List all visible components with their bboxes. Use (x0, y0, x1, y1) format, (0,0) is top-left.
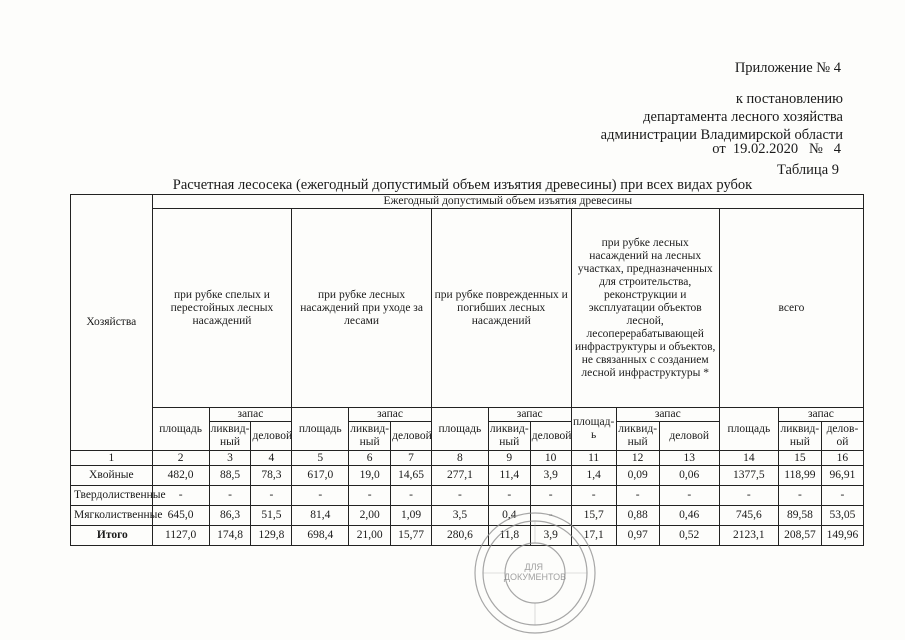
column-number: 9 (488, 451, 530, 466)
table-cell: 11,8 (488, 526, 530, 546)
header-farms: Хозяйства (71, 195, 153, 451)
table-cell: - (821, 486, 863, 506)
column-number: 3 (209, 451, 251, 466)
table-row (71, 506, 864, 526)
table-cell: 482,0 (152, 466, 209, 486)
table-cell: 280,6 (431, 526, 488, 546)
decree-reference (601, 90, 843, 144)
table-cell: 78,3 (251, 466, 292, 486)
table-cell: 11,4 (488, 466, 530, 486)
table-header-row (71, 195, 864, 209)
table-cell: 0,46 (659, 506, 719, 526)
header-stock: запас (209, 408, 292, 422)
table-row (71, 466, 864, 486)
table-cell: 81,4 (292, 506, 349, 526)
table-cell: 1127,0 (152, 526, 209, 546)
row-farm-name: Мягколиственные (71, 506, 153, 526)
table-cell: 19,0 (349, 466, 391, 486)
header-liquid: ликвидный (778, 422, 821, 451)
table-cell: 21,00 (349, 526, 391, 546)
table-cell: - (349, 486, 391, 506)
column-number: 1 (71, 451, 153, 466)
table-cell: 698,4 (292, 526, 349, 546)
column-number: 15 (778, 451, 821, 466)
column-number: 14 (719, 451, 778, 466)
decree-line: департамента лесного хозяйства (643, 109, 843, 125)
header-liquid: ликвидный (209, 422, 251, 451)
table-cell: 3,9 (530, 526, 571, 546)
table-cell: 3,9 (530, 466, 571, 486)
decree-line: администрации Владимирской области (600, 127, 843, 143)
table-cell: - (431, 486, 488, 506)
table-cell: 3,5 (431, 506, 488, 526)
header-liquid: ликвидный (616, 422, 659, 451)
table-cell: 0,52 (659, 526, 719, 546)
header-area: площадь (431, 408, 488, 451)
table-cell: 86,3 (209, 506, 251, 526)
decree-line: к постановлению (735, 91, 843, 107)
header-group-mature: при рубке спелых и перестойных лесных насаждений (152, 209, 292, 408)
header-group-total: всего (719, 209, 863, 408)
table-title: Расчетная лесосека (ежегодный допустимый объем изъятия древесины) при всех видах рубок (172, 177, 753, 193)
column-number: 16 (821, 451, 863, 466)
table-cell: - (571, 486, 616, 506)
row-farm-name: Хвойные (71, 466, 153, 486)
table-cell: 0,06 (659, 466, 719, 486)
table-cell: - (778, 486, 821, 506)
table-cell: 1,09 (391, 506, 432, 526)
table-cell: 96,91 (821, 466, 863, 486)
table-row (71, 526, 864, 546)
table-cell: 174,8 (209, 526, 251, 546)
table-cell: 645,0 (152, 506, 209, 526)
row-farm-name: Итого (71, 526, 153, 546)
table-cell: 149,96 (821, 526, 863, 546)
table-cell: - (488, 486, 530, 506)
column-number: 8 (431, 451, 488, 466)
table-cell: 617,0 (292, 466, 349, 486)
header-area: площадь (292, 408, 349, 451)
header-stock: запас (349, 408, 432, 422)
allowable-cut-table (70, 194, 864, 546)
table-cell: 0,88 (616, 506, 659, 526)
table-cell: 745,6 (719, 506, 778, 526)
table-cell: - (530, 506, 571, 526)
annex-label: Приложение № 4 (734, 60, 841, 76)
table-cell: 51,5 (251, 506, 292, 526)
column-number: 4 (251, 451, 292, 466)
table-cell: 17,1 (571, 526, 616, 546)
header-business: деловой (659, 422, 719, 451)
header-business: деловой (251, 422, 292, 451)
header-group-care: при рубке лесных насаждений при уходе за лесами (292, 209, 432, 408)
header-stock: запас (488, 408, 571, 422)
header-business: деловой (821, 422, 863, 451)
table-cell: 88,5 (209, 466, 251, 486)
table-cell: 15,7 (571, 506, 616, 526)
table-cell: - (251, 486, 292, 506)
column-number: 11 (571, 451, 616, 466)
header-stock: запас (616, 408, 719, 422)
table-cell: - (616, 486, 659, 506)
table-row (71, 486, 864, 506)
table-cell: - (719, 486, 778, 506)
decree-date: от 19.02.2020 № 4 (712, 141, 841, 157)
table-cell: - (391, 486, 432, 506)
header-area: площадь (152, 408, 209, 451)
table-header-row (71, 408, 864, 422)
column-number: 10 (530, 451, 571, 466)
table-cell: 15,77 (391, 526, 432, 546)
table-number: Таблица 9 (776, 162, 839, 178)
table-cell: 14,65 (391, 466, 432, 486)
table-cell: 277,1 (431, 466, 488, 486)
table-cell: 1377,5 (719, 466, 778, 486)
header-stock: запас (778, 408, 863, 422)
table-cell: 89,58 (778, 506, 821, 526)
column-number: 7 (391, 451, 432, 466)
table-body (71, 466, 864, 546)
column-number: 13 (659, 451, 719, 466)
table-cell: 1,4 (571, 466, 616, 486)
table-cell: - (209, 486, 251, 506)
table-cell: 118,99 (778, 466, 821, 486)
table-header-row (71, 209, 864, 408)
column-number: 12 (616, 451, 659, 466)
header-liquid: ликвидный (349, 422, 391, 451)
table-cell: 0,09 (616, 466, 659, 486)
header-area: площадь (571, 408, 616, 451)
column-number: 6 (349, 451, 391, 466)
header-group-construction: при рубке лесных насаждений на лесных участках, предназначенных для строительства, реконструкции и эксплуатации объектов лесной, лесоперерабатывающей инфраструктуры и объектов, не связанных с созданием лесной инфраструктуры * (571, 209, 719, 408)
header-annual-volume: Ежегодный допустимый объем изъятия древесины (152, 195, 863, 209)
table-cell: - (152, 486, 209, 506)
table-cell: 208,57 (778, 526, 821, 546)
header-business: деловой (530, 422, 571, 451)
table-cell: 2123,1 (719, 526, 778, 546)
table-cell: 0,4 (488, 506, 530, 526)
table-cell: - (530, 486, 571, 506)
header-group-damaged: при рубке поврежденных и погибших лесных насаждений (431, 209, 571, 408)
column-number: 5 (292, 451, 349, 466)
stamp-text: ДЛЯ ДОКУМЕНТОВ (503, 562, 567, 582)
table-cell: - (292, 486, 349, 506)
column-number-row (71, 451, 864, 466)
table-cell: 2,00 (349, 506, 391, 526)
row-farm-name: Твердолиственные (71, 486, 153, 506)
header-business: деловой (391, 422, 432, 451)
column-number: 2 (152, 451, 209, 466)
table-cell: 129,8 (251, 526, 292, 546)
table-cell: - (659, 486, 719, 506)
table-cell: 0,97 (616, 526, 659, 546)
header-area: площадь (719, 408, 778, 451)
table-cell: 53,05 (821, 506, 863, 526)
header-liquid: ликвидный (488, 422, 530, 451)
